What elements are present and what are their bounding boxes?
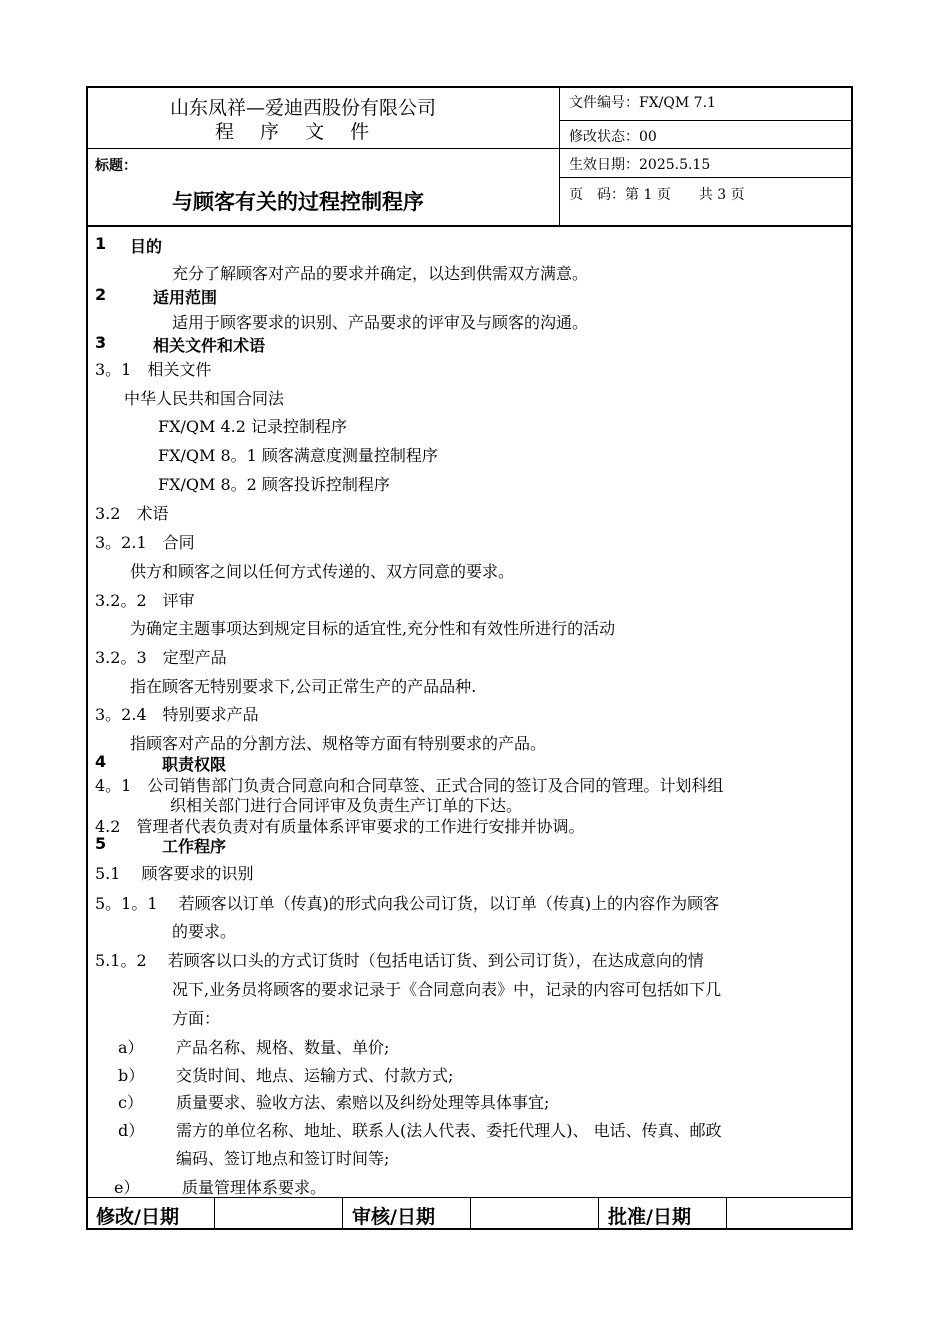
section-3-1-heading: 3。1 相关文件: [95, 360, 212, 379]
list-item-d-line-2: 编码、签订地点和签订时间等;: [176, 1149, 390, 1168]
section-2-number: 2: [95, 285, 107, 304]
section-5-title: 工作程序: [162, 837, 227, 856]
section-5-1-1-line-2: 的要求。: [172, 922, 237, 941]
section-5-1-2-line-2: 况下,业务员将顾客的要求记录于《合同意向表》中，记录的内容可包括如下几: [172, 980, 722, 999]
list-item-d-line-1: 需方的单位名称、地址、联系人(法人代表、委托代理人)、 电话、传真、邮政: [176, 1121, 722, 1140]
header-divider-vertical: [559, 86, 560, 226]
footer-divider-5: [726, 1197, 727, 1230]
list-item-b: 交货时间、地点、运输方式、付款方式;: [176, 1066, 454, 1085]
term-review-heading: 3.2。2 评审: [95, 591, 195, 610]
footer-divider-2: [342, 1197, 343, 1230]
section-1-title: 目的: [130, 237, 163, 256]
section-3-number: 3: [95, 333, 107, 352]
list-item-c-marker: c）: [118, 1093, 143, 1112]
section-5-1-2-line-1: 5.1。2 若顾客以口头的方式订货时（包括电话订货、到公司订货），在达成意向的情: [95, 951, 704, 970]
revision-status: 修改状态：00: [569, 129, 657, 145]
company-name: 山东凤祥—爱迪西股份有限公司: [170, 97, 437, 119]
term-contract-text: 供方和顾客之间以任何方式传递的、双方同意的要求。: [130, 562, 515, 581]
term-special-product-text: 指顾客对产品的分割方法、规格等方面有特别要求的产品。: [130, 734, 547, 753]
footer-revise-date-label: 修改/日期: [96, 1206, 179, 1228]
meta-line-3: [559, 177, 853, 178]
term-standard-product-heading: 3.2。3 定型产品: [95, 648, 227, 667]
term-standard-product-text: 指在顾客无特别要求下,公司正常生产的产品品种.: [130, 677, 477, 696]
section-1-text: 充分了解顾客对产品的要求并确定，以达到供需双方满意。: [172, 264, 589, 283]
header-line-company: [86, 148, 559, 149]
term-review-text: 为确定主题事项达到规定目标的适宜性,充分性和有效性所进行的活动: [130, 619, 616, 638]
footer-review-date-label: 审核/日期: [352, 1206, 435, 1228]
related-doc-1: 中华人民共和国合同法: [124, 389, 285, 408]
section-4-number: 4: [95, 752, 107, 771]
section-4-2: 4.2 管理者代表负责对有质量体系评审要求的工作进行安排并协调。: [95, 817, 585, 836]
list-item-e: 质量管理体系要求。: [182, 1178, 327, 1197]
related-doc-3: FX/QM 8。1 顾客满意度测量控制程序: [158, 446, 438, 465]
section-2-title: 适用范围: [153, 288, 218, 307]
footer-approve-date-label: 批准/日期: [608, 1206, 691, 1228]
list-item-c: 质量要求、验收方法、索赔以及纠纷处理等具体事宜;: [176, 1093, 550, 1112]
document-type: 程 序 文 件: [215, 121, 380, 143]
term-contract-heading: 3。2.1 合同: [95, 533, 195, 552]
section-2-text: 适用于顾客要求的识别、产品要求的评审及与顾客的沟通。: [172, 313, 589, 332]
page-title: 与顾客有关的过程控制程序: [172, 190, 424, 214]
title-label: 标题：: [95, 158, 137, 174]
page-number: 页 码：第 1 页 共 3 页: [569, 187, 745, 203]
doc-number: 文件编号：FX/QM 7.1: [569, 95, 716, 111]
section-4-title: 职责权限: [162, 755, 227, 774]
list-item-a-marker: a）: [118, 1038, 144, 1057]
list-item-a: 产品名称、规格、数量、单价;: [176, 1038, 390, 1057]
term-special-product-heading: 3。2.4 特别要求产品: [95, 705, 259, 724]
section-5-1-1-line-1: 5。1。1 若顾客以订单（传真)的形式向我公司订货，以订单（传真)上的内容作为顾客: [95, 894, 720, 913]
footer-divider-3: [470, 1197, 471, 1230]
footer-divider-4: [598, 1197, 599, 1230]
section-5-1-heading: 5.1 顾客要求的识别: [95, 864, 254, 883]
list-item-b-marker: b）: [118, 1066, 145, 1085]
list-item-e-marker: e）: [114, 1178, 140, 1197]
effective-date: 生效日期：2025.5.15: [569, 157, 711, 173]
header-bottom-line: [86, 225, 853, 227]
related-doc-2: FX/QM 4.2 记录控制程序: [158, 417, 348, 436]
meta-line-2: [559, 148, 853, 149]
section-3-title: 相关文件和术语: [153, 336, 266, 355]
footer-divider-1: [214, 1197, 215, 1230]
section-4-1-line-2: 织相关部门进行合同评审及负责生产订单的下达。: [170, 796, 523, 815]
list-item-d-marker: d）: [118, 1121, 145, 1140]
section-3-2-heading: 3.2 术语: [95, 504, 169, 523]
section-5-number: 5: [95, 834, 107, 853]
section-1-number: 1: [95, 234, 107, 253]
meta-line-1: [559, 120, 853, 121]
section-5-1-2-line-3: 方面：: [172, 1009, 221, 1028]
related-doc-4: FX/QM 8。2 顾客投诉控制程序: [158, 475, 390, 494]
section-4-1-line-1: 4。1 公司销售部门负责合同意向和合同草签、正式合同的签订及合同的管理。计划科组: [95, 776, 724, 795]
